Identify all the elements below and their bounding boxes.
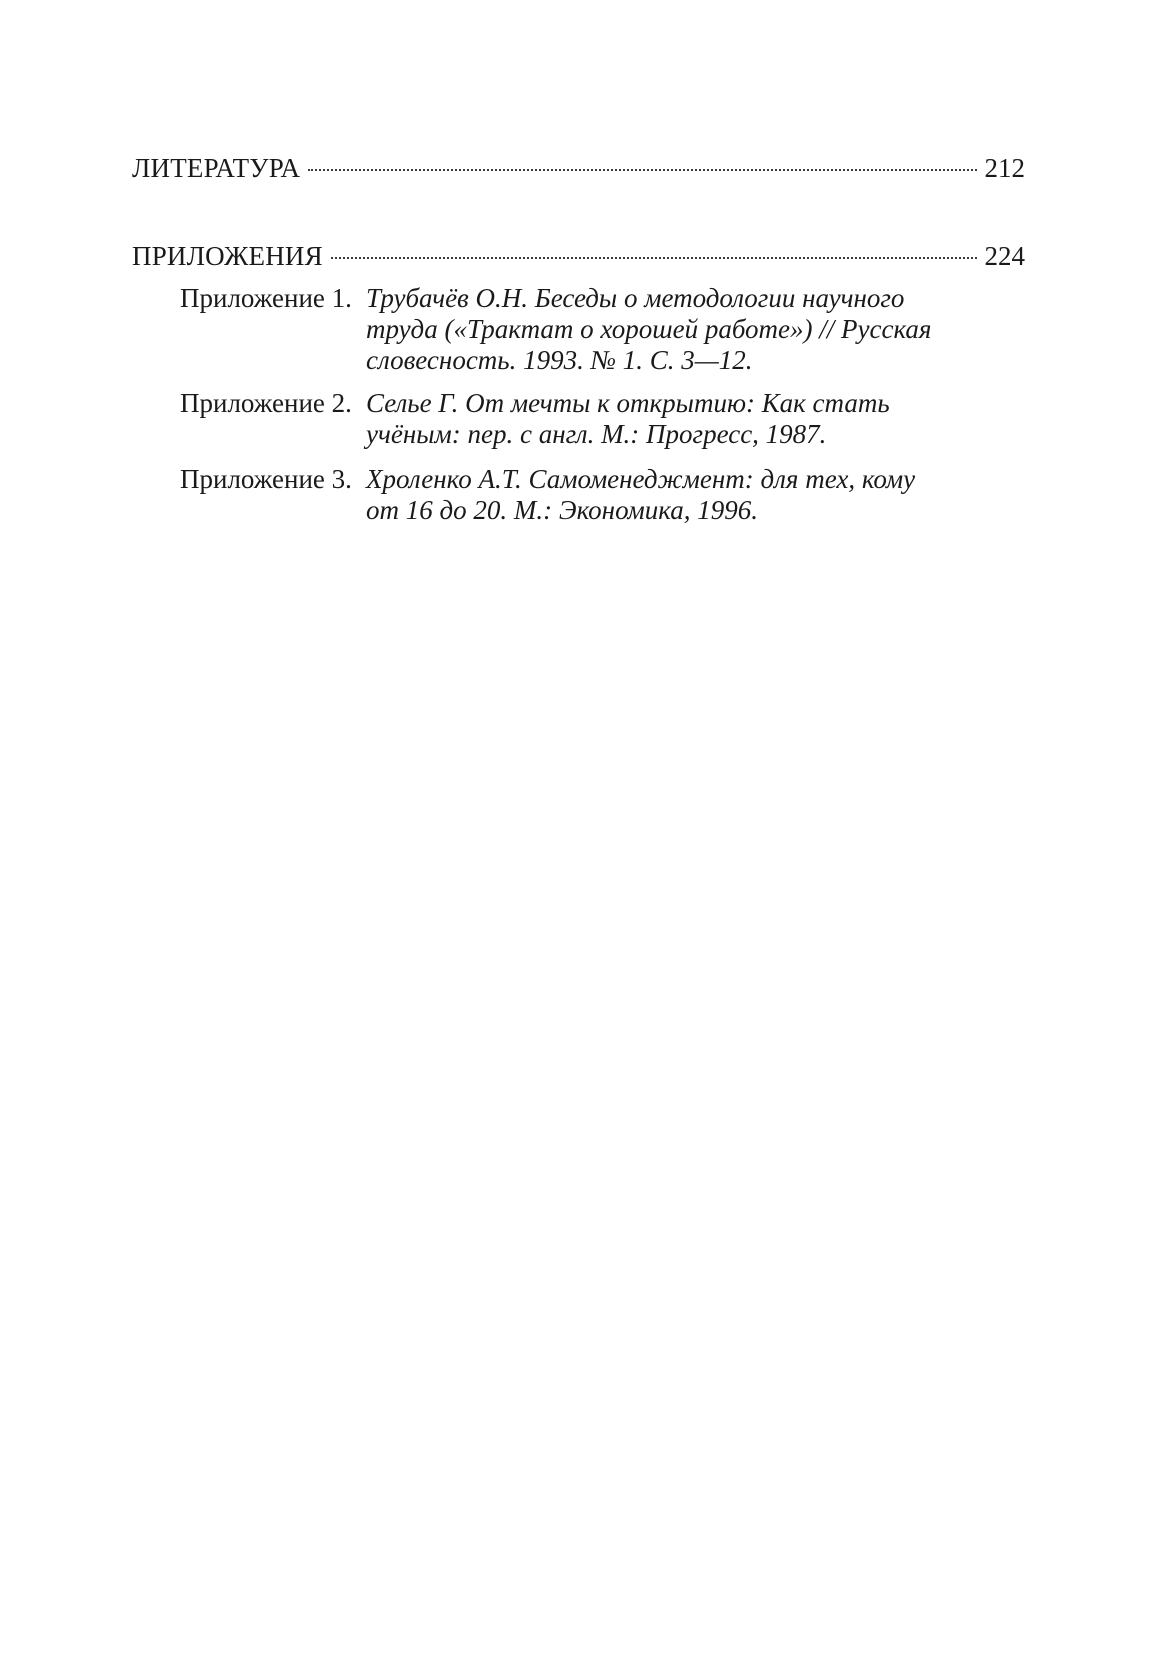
dot-leader	[308, 169, 976, 171]
toc-entry-title: ЛИТЕРАТУРА	[132, 153, 301, 183]
reference-line: от 16 до 20. М.: Экономика, 1996.	[366, 495, 758, 525]
appendix-item-1	[180, 283, 950, 376]
appendix-item-2	[180, 388, 950, 450]
reference-line: Селье Г. От мечты к открытию: Как стать	[366, 388, 890, 418]
appendix-label: Приложение 1.	[180, 283, 352, 313]
toc-entry-page: 212	[984, 153, 1025, 183]
reference-line: Трубачёв О.Н. Беседы о методологии научного	[366, 283, 905, 313]
appendix-label: Приложение 3.	[180, 464, 352, 494]
appendix-item-3	[180, 464, 950, 526]
toc-entry-page: 224	[984, 241, 1025, 271]
appendix-reference	[366, 464, 950, 526]
appendix-reference	[366, 283, 950, 376]
reference-line: словесность. 1993. № 1. С. 3—12.	[366, 345, 753, 375]
appendix-reference	[366, 388, 950, 450]
toc-entry-literature	[132, 152, 1025, 184]
reference-line: труда («Трактат о хорошей работе») // Русская	[366, 314, 932, 344]
toc-entry-appendices	[132, 240, 1025, 272]
reference-line: учёным: пер. с англ. М.: Прогресс, 1987.	[366, 419, 827, 449]
dot-leader	[331, 257, 977, 259]
toc-entry-title: ПРИЛОЖЕНИЯ	[132, 241, 323, 271]
appendix-label: Приложение 2.	[180, 388, 352, 418]
reference-line: Хроленко А.Т. Самоменеджмент: для тех, кому	[366, 464, 916, 494]
